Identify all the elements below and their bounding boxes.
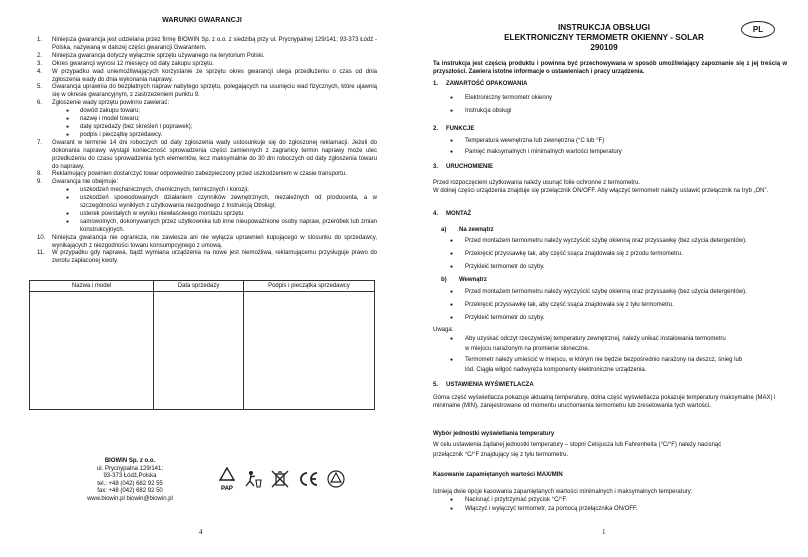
list-item: ● Aby uzyskać odczyt rzeczywistej temperatury zewnętrznej, należy unikać instalowania termometru [450,336,790,344]
warranty-item: 11. W przypadku gdy naprawa, bądź wymiana urządzenia na nowe jest niemożliwa, reklamującemu przysługuje prawo do zwrotu zapłaconej kwoty. [37,250,377,265]
list-item: ● Przed montażem termometru należy wyczyścić szybę okienną oraz przyssawkę (bez użycia detergentów). [450,238,790,246]
subsection-heading: b) Wewnątrz [441,277,487,283]
list-item: ● Nacisnąć i przytrzymać przycisk °C/°F. [450,497,790,505]
page-number: 4 [199,528,203,536]
intro-text: Ta instrukcja jest częścią produktu i powinna być przechowywana w sposób umożliwiający zapoznanie się z jej treścią w przyszłości. Zawiera istotne informacje o ustawieniach i pracy urządzenia. [433,61,787,75]
warranty-item: 2. Niniejsza gwarancja dotyczy wyłącznie sprzętu używanego na terytorium Polski. [37,52,265,59]
ce-mark-icon [298,469,318,489]
paragraph: Istnieją dwie opcje kasowania zapamiętanych wartości minimalnych i maksymalnych temperatury: [433,489,693,495]
list-item: ● Termometr należy umieścić w miejscu, w którym nie będzie bezpośrednio narażony na deszcz, śnieg lub [450,357,790,365]
list-item: ● Przekręcić przyssawkę tak, aby część ssąca znajdowała się z przodu termometru. [450,251,790,259]
recycle-arrows-icon [326,469,346,489]
paragraph: przełącznik °C/°F znajdujący się z tyłu termometru. [433,452,569,458]
complaint-requirements-list [66,108,377,140]
subsection-heading: a) Na zewnątrz [441,227,494,233]
exclusions-list [66,187,377,234]
page-number: 1 [602,528,606,536]
right-page [404,0,808,557]
list-item: ● samowolnych, dokonywanych przez użytkownika lub inne nieupoważnione osoby napraw, przeróbek lub zmian konstrukcyjnych. [66,219,377,235]
list-item: ● uszkodzeń spowodowanych działaniem czynników zewnętrznych, niezależnych od producenta, a w szczególności wynikłych z użytkowania niezgodnego z Instrukcją Obsługi; [66,195,377,211]
svg-text:PAP: PAP [221,486,233,492]
list-item: ● Pamięć maksymalnych i minimalnych wartości temperatury [450,149,790,157]
product-code: 290109 [590,43,618,52]
list-item-continued: lód. Ciągła wilgoć nadwyręża komponenty elektroniczne urządzenia. [465,367,647,373]
weee-bin-icon [270,469,290,489]
cell-date[interactable] [154,292,244,410]
company-city: 93-373 Łódź,Polska [103,473,157,480]
list-item: ● Przekręcić przyssawkę tak, aby część ssąca znajdowała się z tyłu termometru. [450,302,790,310]
list-item: ● Włączyć i wyłączyć termometr, za pomocą przełącznika ON/OFF. [450,506,790,514]
list-item: ● usterek powstałych w wyniku niewłaściwego montażu sprzętu [66,211,377,219]
manual-title: INSTRUKCJA OBSŁUGI [557,23,651,32]
warranty-item: 5. Gwarancja uprawnia do bezpłatnych napraw nabytego sprzętu, polegających na usunięciu wad fizycznych, które ujawnią się w okresie gwarancyjnym, z zastrzeżeniem punktu 9. [37,84,377,99]
tidyman-icon [244,470,262,488]
warranty-title: WARUNKI GWARANCJI [162,17,242,24]
list-item-continued: w miejscu narażonym na promienie słoneczne. [465,346,590,352]
paragraph: W dolnej części urządzenia znajduje się przełącznik ON/OFF. Aby włączyć termometr należy ustawić przełącznik na tryb „ON”. [433,188,769,194]
language-badge: PL [741,21,775,38]
warranty-item: 9. Gwarancja nie obejmuje: ● uszkodzeń mechanicznych, chemicznych, termicznych i korozji; ● uszkodzeń spowodowanych działaniem czynników zewnętrznych, niezależnych od producenta, a w szczególności wynikłych z użytkowania niezgodnego z Instrukcją Obsługi; ● usterek powstałych w wyniku niewłaściwego montażu sprzętu ● samowolnych, dokonywanych przez użytkownika lub inne nieupoważnione osoby napraw, przeróbek lub zmian konstrukcyjnych. [37,179,377,234]
cell-model[interactable] [30,292,154,410]
company-street: ul. Prycnypalna 129/141; [96,465,164,472]
section-heading: 4. MONTAŻ [433,211,472,217]
warranty-card-table [29,280,375,410]
section-heading: 5. USTAWIENIA WYŚWIETLACZA [433,382,534,388]
subheading: Kasowanie zapamiętanych wartości MAX/MIN [433,472,563,478]
cell-signature[interactable] [243,292,374,410]
warranty-item: 7. Gwarant w terminie 14 dni roboczych od daty zgłoszenia wady ustosunkuje się do zgłoszonej reklamacji. Jeżeli do dokonania naprawy wystąpi konieczność sprowadzenia części zamiennych z zagranicy termin naprawy może ulec przedłużeniu do czasu sprowadzenia tych elementów, lecz maksymalnie do 30 dni roboczych od daty zgłoszenia towaru do naprawy. [37,139,377,170]
company-web: www.biowin.pl biowin@biowin.pl [87,495,173,502]
section-heading: 1. ZAWARTOŚĆ OPAKOWANIA [433,81,528,87]
section-heading: 3. URUCHOMIENIE [433,164,494,170]
recycling-pap-icon [218,466,236,492]
paragraph: Przed rozpoczęciem użytkowania należy usunąć folie ochronne z termometru. [433,180,641,186]
warranty-terms-list [37,37,377,266]
column-header-date: Data sprzedaży [154,281,244,292]
company-fax: fax: +48 (042) 682 92 50 [97,488,163,495]
list-item: ● dowód zakupu towaru; [66,108,377,116]
section-heading: 2. FUNKCJE [433,126,475,132]
warranty-item: 6. Zgłoszenie wady sprzętu powinno zawierać: ● dowód zakupu towaru; ● nazwę i model towaru; ● datę sprzedaży (bez skreśleń i poprawek); ● podpis i pieczątkę sprzedawcy. [37,100,377,140]
list-item: ● Instrukcja obsługi [450,108,790,116]
warranty-item: 1. Niniejsza gwarancja jest udzielana przez firmę BIOWIN Sp. z o.o. z siedzibą przy ul. Prycnypalnej 129/141; 93-373 Łódź - Polska, nazywaną w dalszej części gwarancji Gwarantem. [37,37,377,51]
list-item: ● uszkodzeń mechanicznych, chemicznych, termicznych i korozji; [66,187,377,195]
warranty-item: 4. W przypadku wad uniemożliwiających korzystanie ze sprzętu okres gwarancji ulega przedłużeniu o czas od dnia zgłoszenia wady do dnia wykonania naprawy. [37,68,377,83]
list-item: ● datę sprzedaży (bez skreśleń i poprawek); [66,124,377,132]
note-label: Uwaga: [433,327,454,333]
list-item: ● Temperatura wewnętrzna lub zewnętrzna (°C lub °F) [450,138,790,146]
company-address [60,458,200,504]
product-title: ELEKTRONICZNY TERMOMETR OKIENNY - SOLAR [504,33,704,42]
column-header-model: Nazwa i model [30,281,154,292]
warranty-item: 8. Reklamujący powinien dostarczyć towar odpowiednio zabezpieczony przed uszkodzeniem w czasie transportu. [37,171,347,178]
list-item: ● Elektroniczny termometr okienny [450,95,790,103]
warranty-item: 10. Niniejsza gwarancja nie ogranicza, nie zawiesza ani nie wyłącza uprawnień kupującego w stosunku do sprzedawcy, wynikających z niezgodności towaru konsumpcyjnego z umową. [37,234,377,249]
list-item: ● podpis i pieczątkę sprzedawcy. [66,132,377,140]
company-tel: tel.: +48 (042) 682 92 55 [97,480,163,487]
list-item: ● nazwę i model towaru; [66,116,377,124]
paragraph: Górna część wyświetlacza pokazuje aktualną temperaturę, dolna część wyświetlacza pokazuje temperatury maksymalne (MAX) i minimalne (MIN), zarejestrowane od momentu uruchomienia termometru lub zresetowania tych wartości. [433,395,776,409]
subheading: Wybór jednostki wyświetlania temperatury [433,431,555,437]
warranty-item: 3. Okres gwarancji wynosi 12 miesięcy od daty zakupu sprzętu. [37,60,214,67]
list-item: ● Przykleić termometr do szyby. [450,315,790,323]
company-name: BIOWIN Sp. z o.o. [104,458,156,464]
recycling-icons [218,466,346,492]
column-header-signature: Podpis i pieczątka sprzedawcy [243,281,374,292]
list-item: ● Przykleić termometr do szyby. [450,264,790,272]
paragraph: W celu ustawienia żądanej jednostki temperatury – stopni Celsjusza lub Fahrenheita (°C/°F) należy nacisnąć [433,442,722,448]
list-item: ● Przed montażem termometru należy wyczyścić szybę okienną oraz przyssawkę (bez użycia detergentów). [450,289,790,297]
